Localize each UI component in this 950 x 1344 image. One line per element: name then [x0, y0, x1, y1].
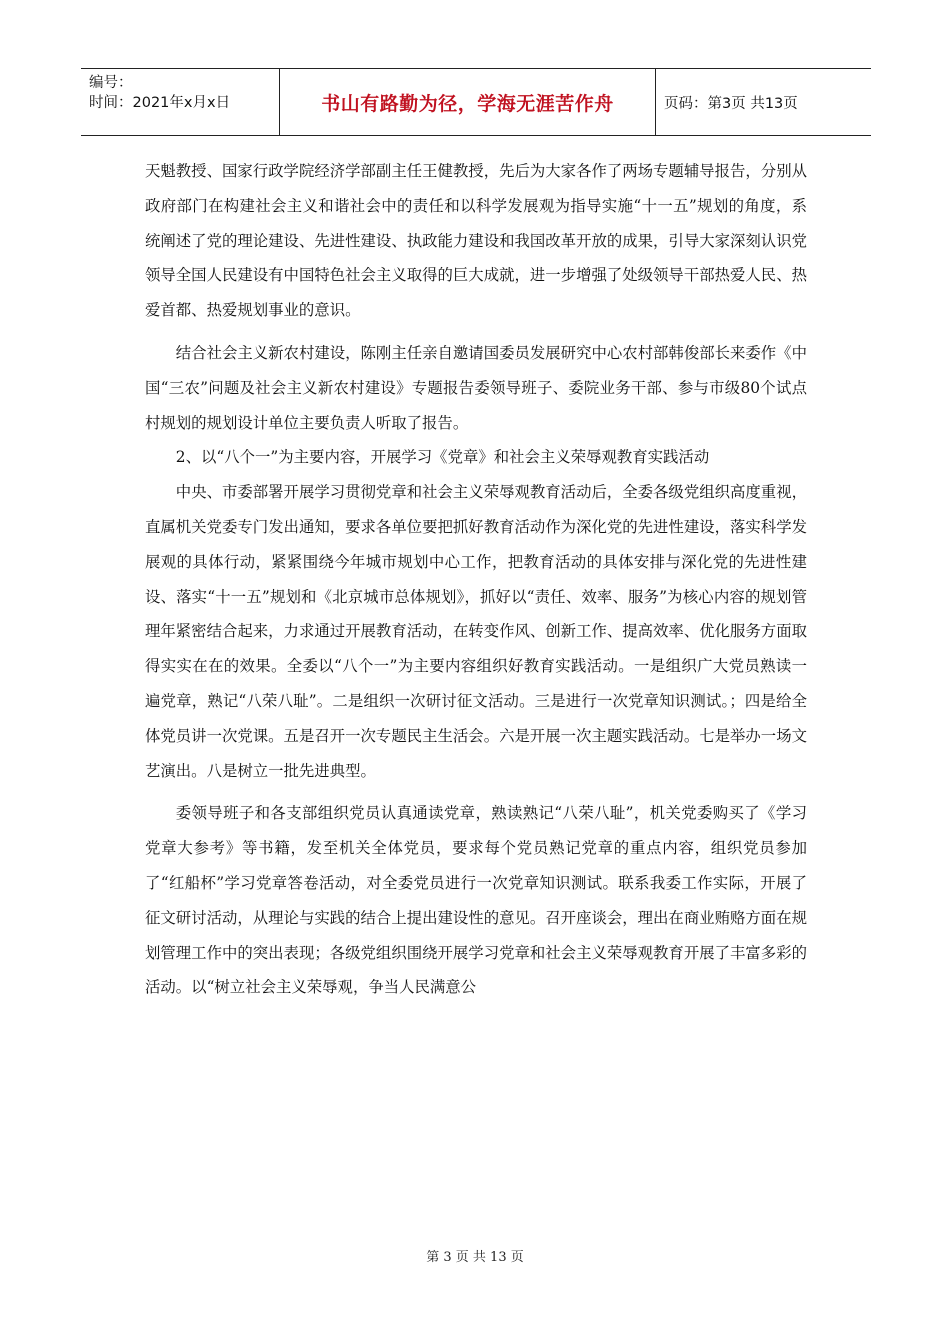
document-number-label: 编号：	[89, 75, 133, 91]
paragraph-3: 中央、市委部署开展学习贯彻党章和社会主义荣辱观教育活动后，全委各级党组织高度重视，直属机关党委专门发出通知，要求各单位要把抓好教育活动作为深化党的先进性建设，落实科学发展观的具体行动，紧紧围绕今年城市规划中心工作，把教育活动的具体安排与深化党的先进性建设、落实“十一五”规划和《北京城市总体规划》，抓好以“责任、效率、服务”为核心内容的规划管理年紧密结合起来，力求通过开展教育活动，在转变作风、创新工作、提高效率、优化服务方面取得实实在在的效果。全委以“八个一”为主要内容组织好教育实践活动。一是组织广大党员熟读一遍党章，熟记“八荣八耻”。二是组织一次研讨征文活动。三是进行一次党章知识测试。；四是给全体党员讲一次党课。五是召开一次专题民主生活会。六是开展一次主题实践活动。七是举办一场文艺演出。八是树立一批先进典型。	[145, 483, 807, 780]
page-footer: 第 3 页 共 13 页	[426, 1250, 524, 1265]
header-table	[81, 68, 871, 136]
header-motto: 书山有路勤为径，学海无涯苦作舟	[280, 69, 656, 135]
section-heading-2: 2、以“八个一”为主要内容，开展学习《党章》和社会主义荣辱观教育实践活动	[175, 448, 710, 467]
paragraph-2: 结合社会主义新农村建设，陈刚主任亲自邀请国委员发展研究中心农村部韩俊部长来委作《中国“三农”问题及社会主义新农村建设》专题报告委领导班子、委院业务干部、参与市级80个试点村规划的规划设计单位主要负责人听取了报告。	[145, 343, 807, 432]
header-meta-cell	[81, 69, 280, 135]
paragraph-1: 天魁教授、国家行政学院经济学部副主任王健教授，先后为大家各作了两场专题辅导报告，分别从政府部门在构建社会主义和谐社会中的责任和以科学发展观为指导实施“十一五”规划的角度，系统阐述了党的理论建设、先进性建设、执政能力建设和我国改革开放的成果，引导大家深刻认识党领导全国人民建设有中国特色社会主义取得的巨大成就，进一步增强了处级领导干部热爱人民、热爱首都、热爱规划事业的意识。	[145, 162, 807, 320]
document-body	[145, 154, 807, 1005]
header-page-label: 页码：第3页 共13页	[664, 95, 798, 112]
paragraph-4: 委领导班子和各支部组织党员认真通读党章，熟读熟记“八荣八耻”，机关党委购买了《学习党章大参考》等书籍，发至机关全体党员，要求每个党员熟记党章的重点内容，组织党员参加了“红船杯”学习党章答卷活动，对全委党员进行一次党章知识测试。联系我委工作实际，开展了征文研讨活动，从理论与实践的结合上提出建设性的意见。召开座谈会，理出在商业贿赂方面在规划管理工作中的突出表现；各级党组织围绕开展学习党章和社会主义荣辱观教育开展了丰富多彩的活动。以“树立社会主义荣辱观，争当人民满意公	[145, 804, 807, 997]
document-date-label: 时间：2021年x月x日	[89, 95, 231, 111]
